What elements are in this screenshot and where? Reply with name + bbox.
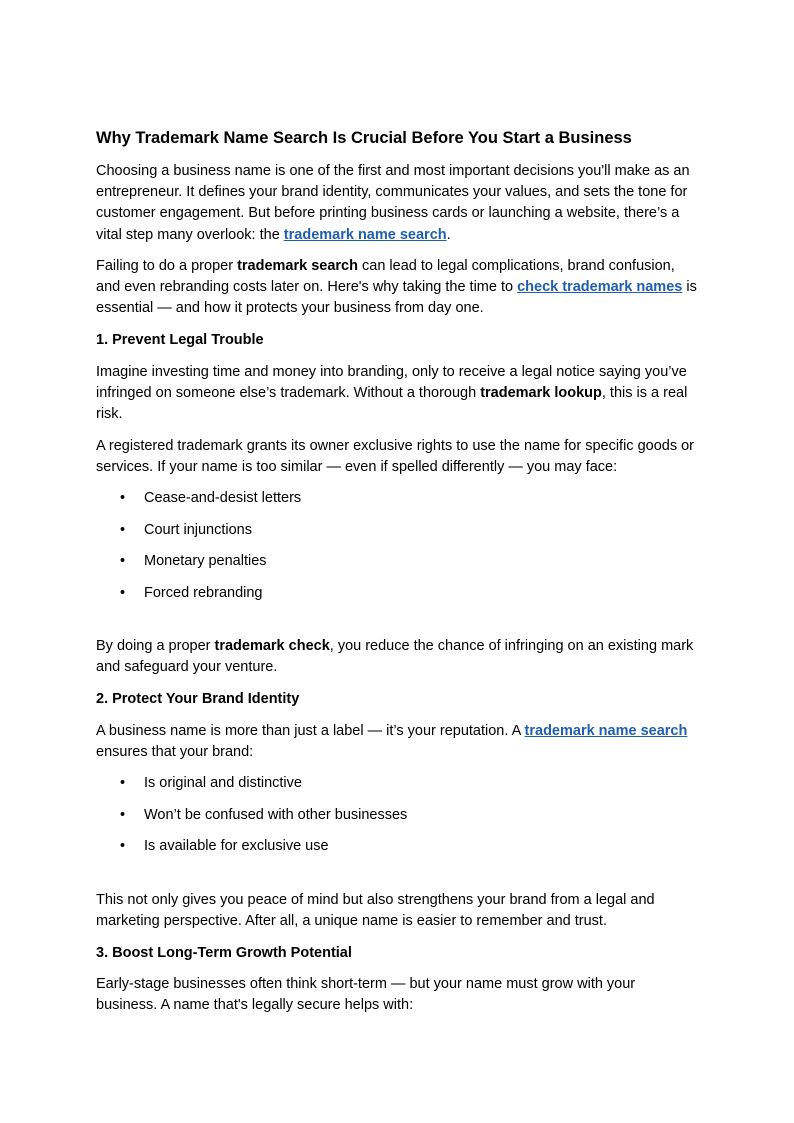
list-item: • Won’t be confused with other businesses bbox=[96, 805, 700, 837]
intro-text-end: . bbox=[446, 226, 451, 243]
brand-benefits-list bbox=[96, 773, 700, 868]
legal-consequences-list bbox=[96, 488, 700, 614]
section2-paragraph-2: This not only gives you peace of mind but also strengthens your brand from a legal and marketing perspective. After all, a unique name is easier to remember and trust. bbox=[96, 892, 655, 930]
trademark-name-search-link-2[interactable]: trademark name search bbox=[524, 723, 688, 739]
intro-text: Choosing a business name is one of the first and most important decisions you'll make as an entrepreneur. It defines your brand identity, communicates your values, and sets the tone for customer engagement. But before printing business cards or launching a website, there’s a vital step many overlook: the bbox=[96, 163, 690, 243]
list-item: • Court injunctions bbox=[96, 520, 700, 552]
check-trademark-names-link[interactable]: check trademark names bbox=[517, 279, 683, 296]
section1-paragraph-1: Imagine investing time and money into branding, only to receive a legal notice saying you’ve infringed on someone else’s trademark. Without a thorough trademark lookup, this is a real risk. bbox=[96, 364, 688, 423]
list-item: • Forced rebranding bbox=[96, 583, 700, 615]
list-item: • Is available for exclusive use bbox=[96, 836, 700, 868]
list-item: • Monetary penalties bbox=[96, 551, 700, 583]
failing-paragraph: Failing to do a proper trademark search can lead to legal complications, brand confusion, and even rebranding costs later on. Here's why taking the time to check trademark names is essential — and how it protects your business from day one. bbox=[96, 258, 697, 317]
section1-paragraph-3: By doing a proper trademark check, you reduce the chance of infringing on an existing mark and safeguard your venture. bbox=[96, 638, 694, 676]
section-heading-3: 3. Boost Long-Term Growth Potential bbox=[96, 945, 352, 961]
section-heading-1: 1. Prevent Legal Trouble bbox=[96, 332, 264, 348]
bold-trademark-check: trademark check bbox=[214, 638, 330, 654]
page-title: Why Trademark Name Search Is Crucial Before You Start a Business bbox=[96, 129, 632, 147]
bold-trademark-lookup: trademark lookup bbox=[480, 385, 602, 402]
intro-paragraph bbox=[96, 161, 700, 246]
section3-paragraph-1: Early-stage businesses often think short-term — but your name must grow with your business. A name that's legally secure helps with: bbox=[96, 976, 636, 1014]
bold-trademark-search: trademark search bbox=[237, 258, 358, 274]
section1-paragraph-2: A registered trademark grants its owner exclusive rights to use the name for specific goods or services. If your name is too similar — even if spelled differently — you may face: bbox=[96, 438, 695, 476]
section-heading-2: 2. Protect Your Brand Identity bbox=[96, 691, 300, 707]
list-item: • Cease-and-desist letters bbox=[96, 488, 700, 520]
section2-paragraph-1: A business name is more than just a label — it’s your reputation. A trademark name search ensures that your brand: bbox=[96, 723, 688, 761]
trademark-name-search-link[interactable]: trademark name search bbox=[283, 226, 447, 243]
list-item: • Is original and distinctive bbox=[96, 773, 700, 805]
